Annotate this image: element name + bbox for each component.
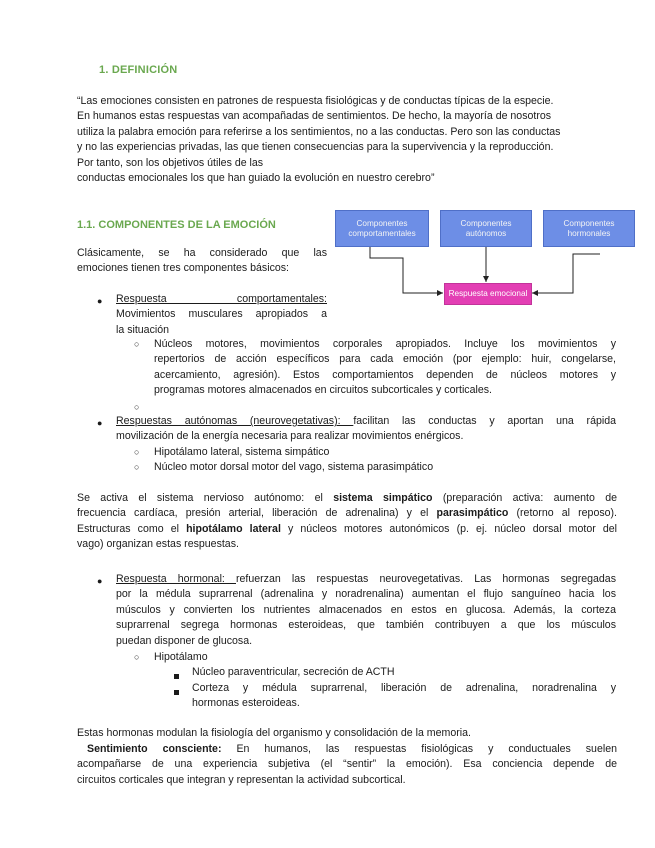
box-respuesta-emocional: Respuesta emocional xyxy=(444,283,532,305)
connector-comportamental xyxy=(370,247,443,293)
sistema-text: Se activa el sistema nervioso autónomo: el xyxy=(77,492,334,504)
sub-bullet-circle: ○ xyxy=(134,339,140,349)
bullet-autonomas-text: facilitan las conductas y aportan una rápida xyxy=(353,415,616,427)
sub-nucleos-line: Núcleos motores, movimientos corporales apropiados. Incluye los movimientos y xyxy=(154,338,616,350)
quote-line: y no las experiencias privadas, las que tienen consecuencias para la supervivencia y la reproducción. xyxy=(77,141,554,154)
bullet-autonomas xyxy=(116,414,616,445)
sub-bullet-circle-empty: ○ xyxy=(134,402,140,412)
bullet-autonomas-line: movilización de la energía necesaria para realizar movimientos enérgicos. xyxy=(116,430,464,443)
subsub-corteza-line: hormonas esteroideas. xyxy=(192,697,300,710)
subsub-corteza xyxy=(192,681,616,712)
arrowhead-left xyxy=(532,290,538,296)
connector-hormonal xyxy=(532,254,600,293)
sub-autonomas-item: Hipotálamo lateral, sistema simpático xyxy=(154,446,330,458)
sub-nucleos-motores xyxy=(154,337,616,399)
sistema-bold: sistema simpático xyxy=(333,492,433,504)
sentimiento-title: Sentimiento consciente: xyxy=(87,743,222,755)
intro-line: emociones tienen tres componentes básicos: xyxy=(77,262,289,275)
arrowhead-down xyxy=(483,276,489,282)
quote-line: “Las emociones consisten en patrones de respuesta fisiológicas y de conductas típicas de la especie. xyxy=(77,95,554,107)
sistema-text: Estructuras como el xyxy=(77,522,187,535)
sub-bullet-circle: ○ xyxy=(134,447,140,457)
sistema-bold: hipotálamo lateral xyxy=(186,522,281,535)
bullet-dot: ● xyxy=(97,576,103,586)
quote-line: Por tanto, son los objetivos útiles de las xyxy=(77,156,264,169)
subsub-corteza-line: Corteza y médula suprarrenal, liberación de adrenalina, noradrenalina y xyxy=(192,682,616,694)
bullet-dot: ● xyxy=(97,296,103,306)
sub-bullet-circle: ○ xyxy=(134,652,140,662)
sentimiento-line: acompañarse de una experiencia subjetiva (el “sentir” la emoción). Esa conciencia depende de xyxy=(77,758,617,771)
sistema-text: y núcleos motores autonómicos (p. ej. núcleo dorsal motor del xyxy=(280,522,617,535)
box-componentes-hormonales: Componentes hormonales xyxy=(543,210,635,247)
sistema-text: frecuencia cardíaca, presión arterial, liberación de adrenalina) y el xyxy=(77,507,437,520)
bullet-comportamentales-line: Movimientos musculares apropiados a xyxy=(116,308,327,321)
bullet-autonomas-title: Respuestas autónomas (neurovegetativas): xyxy=(116,415,354,427)
sistema-text: (retorno al reposo). xyxy=(508,507,617,520)
sub-autonomas-item: Núcleo motor dorsal motor del vago, sistema parasimpático xyxy=(154,461,434,473)
square-bullet xyxy=(174,669,179,684)
quote-line: utiliza la palabra emoción para referirse a los sentimientos, no a las conductas. Pero son las conductas xyxy=(77,125,561,138)
bullet-hormonal-text: refuerzan las respuestas neurovegetativas. Las hormonas segregadas xyxy=(236,573,616,585)
bullet-hormonal-line: suprarrenal segrega hormonas esteroideas, que también contribuyen a que los músculos xyxy=(116,619,616,632)
bullet-hormonal-title: Respuesta hormonal: xyxy=(116,573,236,585)
subsub-paraventricular: Núcleo paraventricular, secreción de ACTH xyxy=(192,666,395,678)
bullet-hormonal xyxy=(116,572,616,649)
bullet-hormonal-line: por la médula suprarrenal (adrenalina y noradrenalina) aumentan el flujo sanguíneo hacia los xyxy=(116,588,616,601)
sentimiento-paragraph xyxy=(77,742,617,788)
section-heading-componentes: 1.1. COMPONENTES DE LA EMOCIÓN xyxy=(77,219,276,231)
sentimiento-text: En humanos, las respuestas fisiológicas y conductuales suelen xyxy=(221,743,617,755)
intro-line: Clásicamente, se ha considerado que las xyxy=(77,247,327,259)
hormonas-modulan: Estas hormonas modulan la fisiología del organismo y consolidación de la memoria. xyxy=(77,727,471,739)
bullet-comportamentales-line: la situación xyxy=(116,323,169,336)
bullet-comportamentales xyxy=(116,292,327,338)
sub-bullet-circle: ○ xyxy=(134,462,140,472)
bullet-hormonal-line: puedan disponer de glucosa. xyxy=(116,634,253,647)
sub-nucleos-line: programas motores almacenados en circuitos subcorticales y corticales. xyxy=(154,384,492,397)
section-heading-definicion: 1. DEFINICIÓN xyxy=(99,64,178,76)
sentimiento-line: circuitos corticales que integran y representan la actividad subcortical. xyxy=(77,773,406,786)
box-componentes-autonomos: Componentes autónomos xyxy=(440,210,532,247)
sub-nucleos-line: acercamiento, agresión). Estos comportamientos dependen de núcleos motores y xyxy=(154,368,616,381)
bullet-hormonal-line: músculos y convierten los nutrientes almacenados en estos en glucosa. Además, la corteza xyxy=(116,603,616,616)
sistema-bold: parasimpático xyxy=(436,507,509,520)
quote-line: conductas emocionales los que han guiado la evolución en nuestro cerebro” xyxy=(77,172,435,185)
quote-line: En humanos estas respuestas van acompañadas de sentimientos. De hecho, la mayoría de nosotros xyxy=(77,110,552,123)
arrowhead-right xyxy=(437,290,443,296)
sub-nucleos-line: repertorios de acción específicos para cada emoción (por ejemplo: huir, congelarse, xyxy=(154,353,616,366)
sub-hipotalamo: Hipotálamo xyxy=(154,651,208,663)
bullet-dot: ● xyxy=(97,418,103,428)
sistema-text: vago) organizan estas respuestas. xyxy=(77,538,239,551)
bullet-comportamentales-title: Respuesta comportamentales: xyxy=(116,293,327,305)
box-componentes-comportamentales: Componentes comportamentales xyxy=(335,210,429,247)
sistema-text: (preparación activa: aumento de xyxy=(432,492,617,504)
sistema-paragraph xyxy=(77,491,617,553)
square-bullet xyxy=(174,685,179,700)
